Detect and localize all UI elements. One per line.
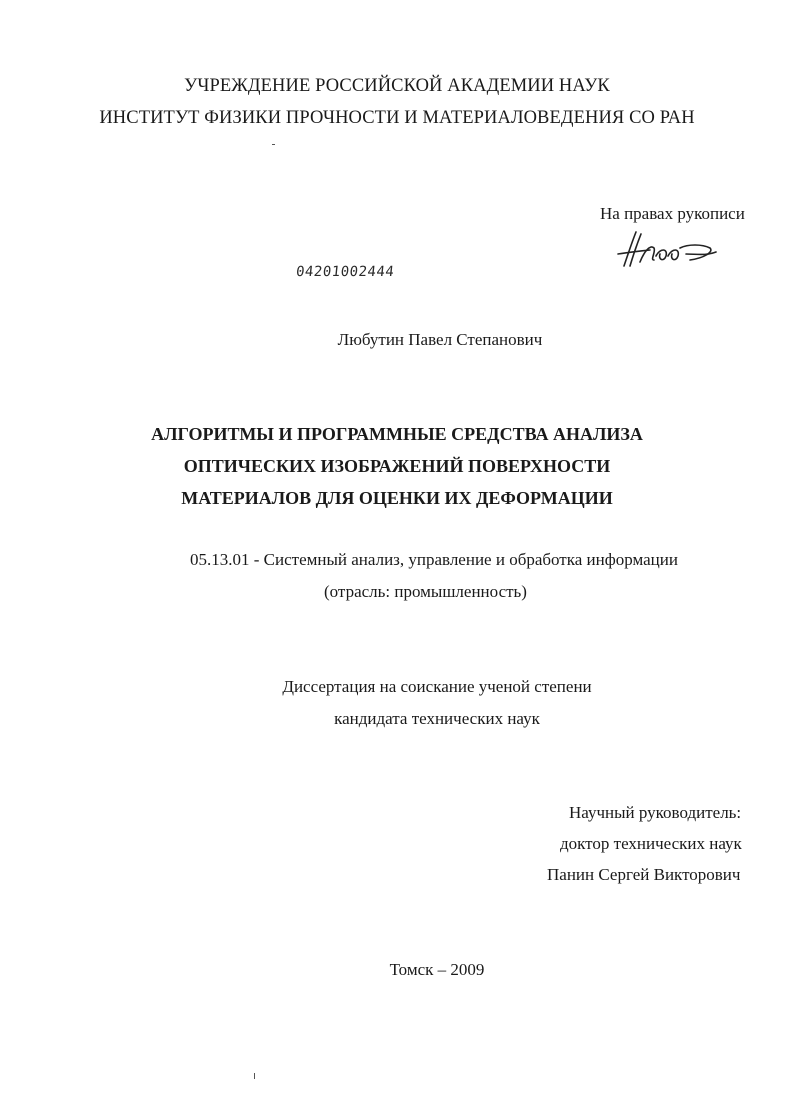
supervisor-degree: доктор технических наук <box>560 834 742 853</box>
scan-speck <box>272 144 275 145</box>
specialty-code-line: 05.13.01 - Системный анализ, управление и обработка информации <box>190 550 678 569</box>
institution-line-2: ИНСТИТУТ ФИЗИКИ ПРОЧНОСТИ И МАТЕРИАЛОВЕДЕНИЯ СО РАН <box>99 108 695 128</box>
specialty-branch: (отрасль: промышленность) <box>324 582 527 601</box>
manuscript-note: На правах рукописи <box>600 204 745 223</box>
supervisor-name: Панин Сергей Викторович <box>547 865 741 884</box>
degree-line-2: кандидата технических наук <box>334 709 540 728</box>
author-name: Любутин Павел Степанович <box>337 330 543 349</box>
institution-line-1: УЧРЕЖДЕНИЕ РОССИЙСКОЙ АКАДЕМИИ НАУК <box>184 76 610 96</box>
degree-line-1: Диссертация на соискание ученой степени <box>282 677 592 696</box>
scan-speck <box>254 1073 255 1079</box>
supervisor-label: Научный руководитель: <box>569 803 742 822</box>
title-line-3: МАТЕРИАЛОВ ДЛЯ ОЦЕНКИ ИХ ДЕФОРМАЦИИ <box>181 488 613 508</box>
title-line-1: АЛГОРИТМЫ И ПРОГРАММНЫЕ СРЕДСТВА АНАЛИЗА <box>151 424 643 444</box>
title-line-2: ОПТИЧЕСКИХ ИЗОБРАЖЕНИЙ ПОВЕРХНОСТИ <box>183 456 611 476</box>
place-year: Томск – 2009 <box>389 960 485 979</box>
author-signature <box>610 226 722 274</box>
library-stamp-number: 04201002444 <box>295 264 396 280</box>
